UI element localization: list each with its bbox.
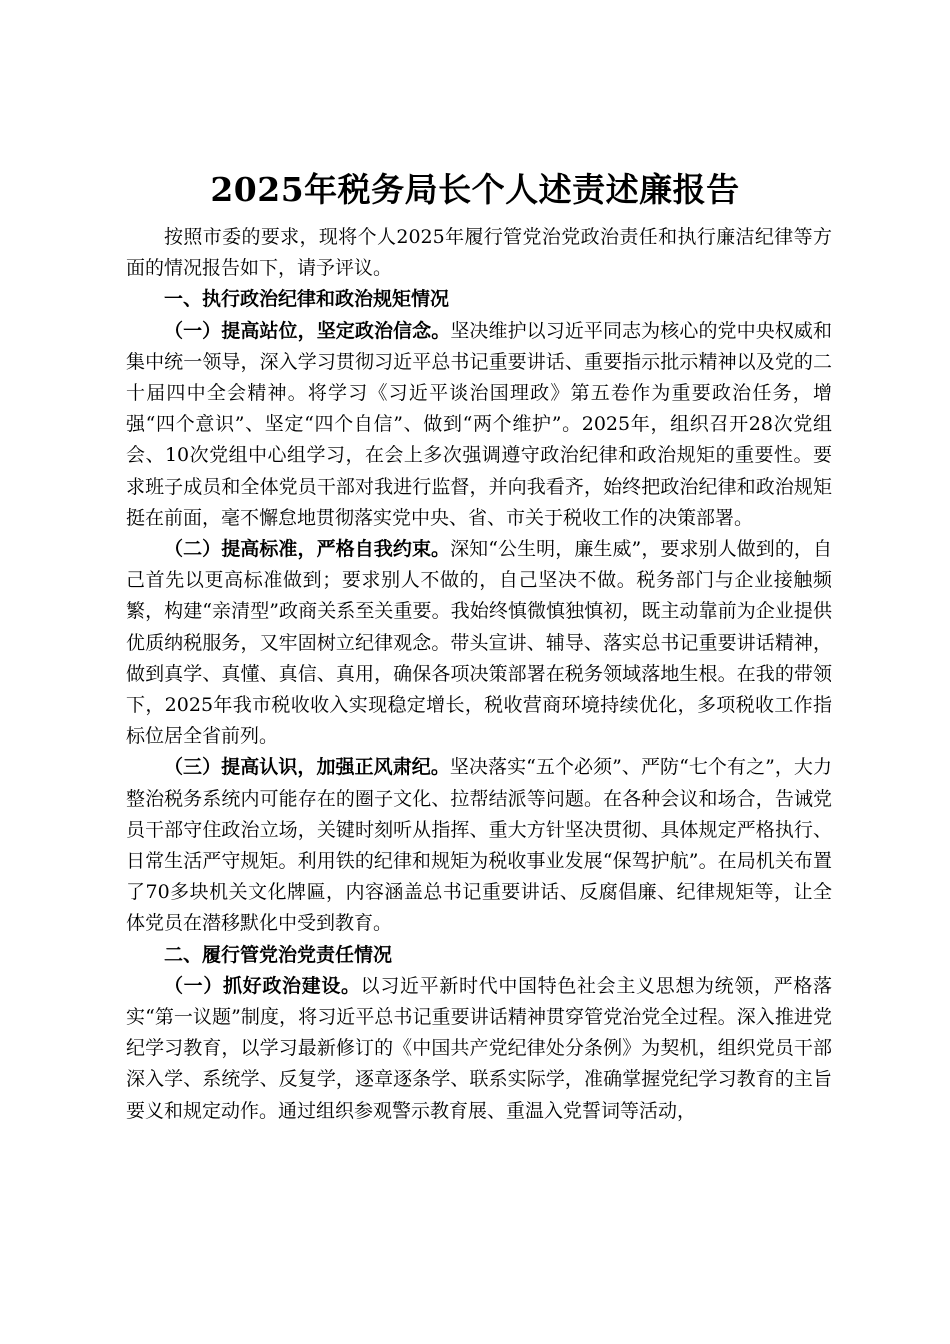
paragraph-lead: （二）提高标准，严格自我约束。 [164,538,451,561]
section-1-paragraph-1 [126,316,832,534]
paragraph-text: 深知“公生明，廉生威”，要求别人做到的，自己首先以更高标准做到；要求别人不做的，自己坚决不做。税务部门与企业接触频繁，构建“亲清型”政商关系至关重要。我始终慎微慎独慎初，既主动靠前为企业提供优质纳税服务，又牢固树立纪律观念。带头宣讲、辅导、落实总书记重要讲话精神，做到真学、真懂、真信、真用，确保各项决策部署在税务领域落地生根。在我的带领下，2025年我市税收收入实现稳定增长，税收营商环境持续优化，多项税收工作指标位居全省前列。 [126,538,832,748]
section-2-paragraph-1 [126,971,832,1127]
section-2-heading: 二、履行管党治党责任情况 [164,943,393,966]
paragraph-lead: （一）提高站位，坚定政治信念。 [164,319,451,342]
paragraph-text: 坚决维护以习近平同志为核心的党中央权威和集中统一领导，深入学习贯彻习近平总书记重要讲话、重要指示批示精神以及党的二十届四中全会精神。将学习《习近平谈治国理政》第五卷作为重要政治任务，增强“四个意识”、坚定“四个自信”、做到“两个维护”。2025年，组织召开28次党组会、10次党组中心组学习，在会上多次强调遵守政治纪律和政治规矩的重要性。要求班子成员和全体党员干部对我进行监督，并向我看齐，始终把政治纪律和政治规矩挺在前面，毫不懈怠地贯彻落实党中央、省、市关于税收工作的决策部署。 [126,319,832,529]
paragraph-lead: （一）抓好政治建设。 [164,974,361,997]
document-title: 2025年税务局长个人述责述廉报告 [210,170,740,209]
paragraph-text: 以习近平新时代中国特色社会主义思想为统领，严格落实“第一议题”制度，将习近平总书记重要讲话精神贯穿管党治党全过程。深入推进党纪学习教育，以学习最新修订的《中国共产党纪律处分条例》为契机，组织党员干部深入学、系统学、反复学，逐章逐条学、联系实际学，准确掌握党纪学习教育的主旨要义和规定动作。通过组织参观警示教育展、重温入党誓词等活动， [126,974,832,1122]
document-body [126,222,832,1127]
section-1-paragraph-2 [126,534,832,752]
intro-paragraph: 按照市委的要求，现将个人2025年履行管党治党政治责任和执行廉洁纪律等方面的情况报告如下，请予评议。 [126,226,832,280]
section-1-paragraph-3 [126,752,832,939]
section-1-heading: 一、执行政治纪律和政治规矩情况 [164,288,450,311]
paragraph-lead: （三）提高认识，加强正风肃纪。 [164,756,450,779]
paragraph-text: 坚决落实“五个必须”、严防“七个有之”，大力整治税务系统内可能存在的圈子文化、拉帮结派等问题。在各种会议和场合，告诫党员干部守住政治立场，关键时刻听从指挥、重大方针坚决贯彻、具体规定严格执行、日常生活严守规矩。利用铁的纪律和规矩为税收事业发展“保驾护航”。在局机关布置了70多块机关文化牌匾，内容涵盖总书记重要讲话、反腐倡廉、纪律规矩等，让全体党员在潜移默化中受到教育。 [126,756,832,935]
